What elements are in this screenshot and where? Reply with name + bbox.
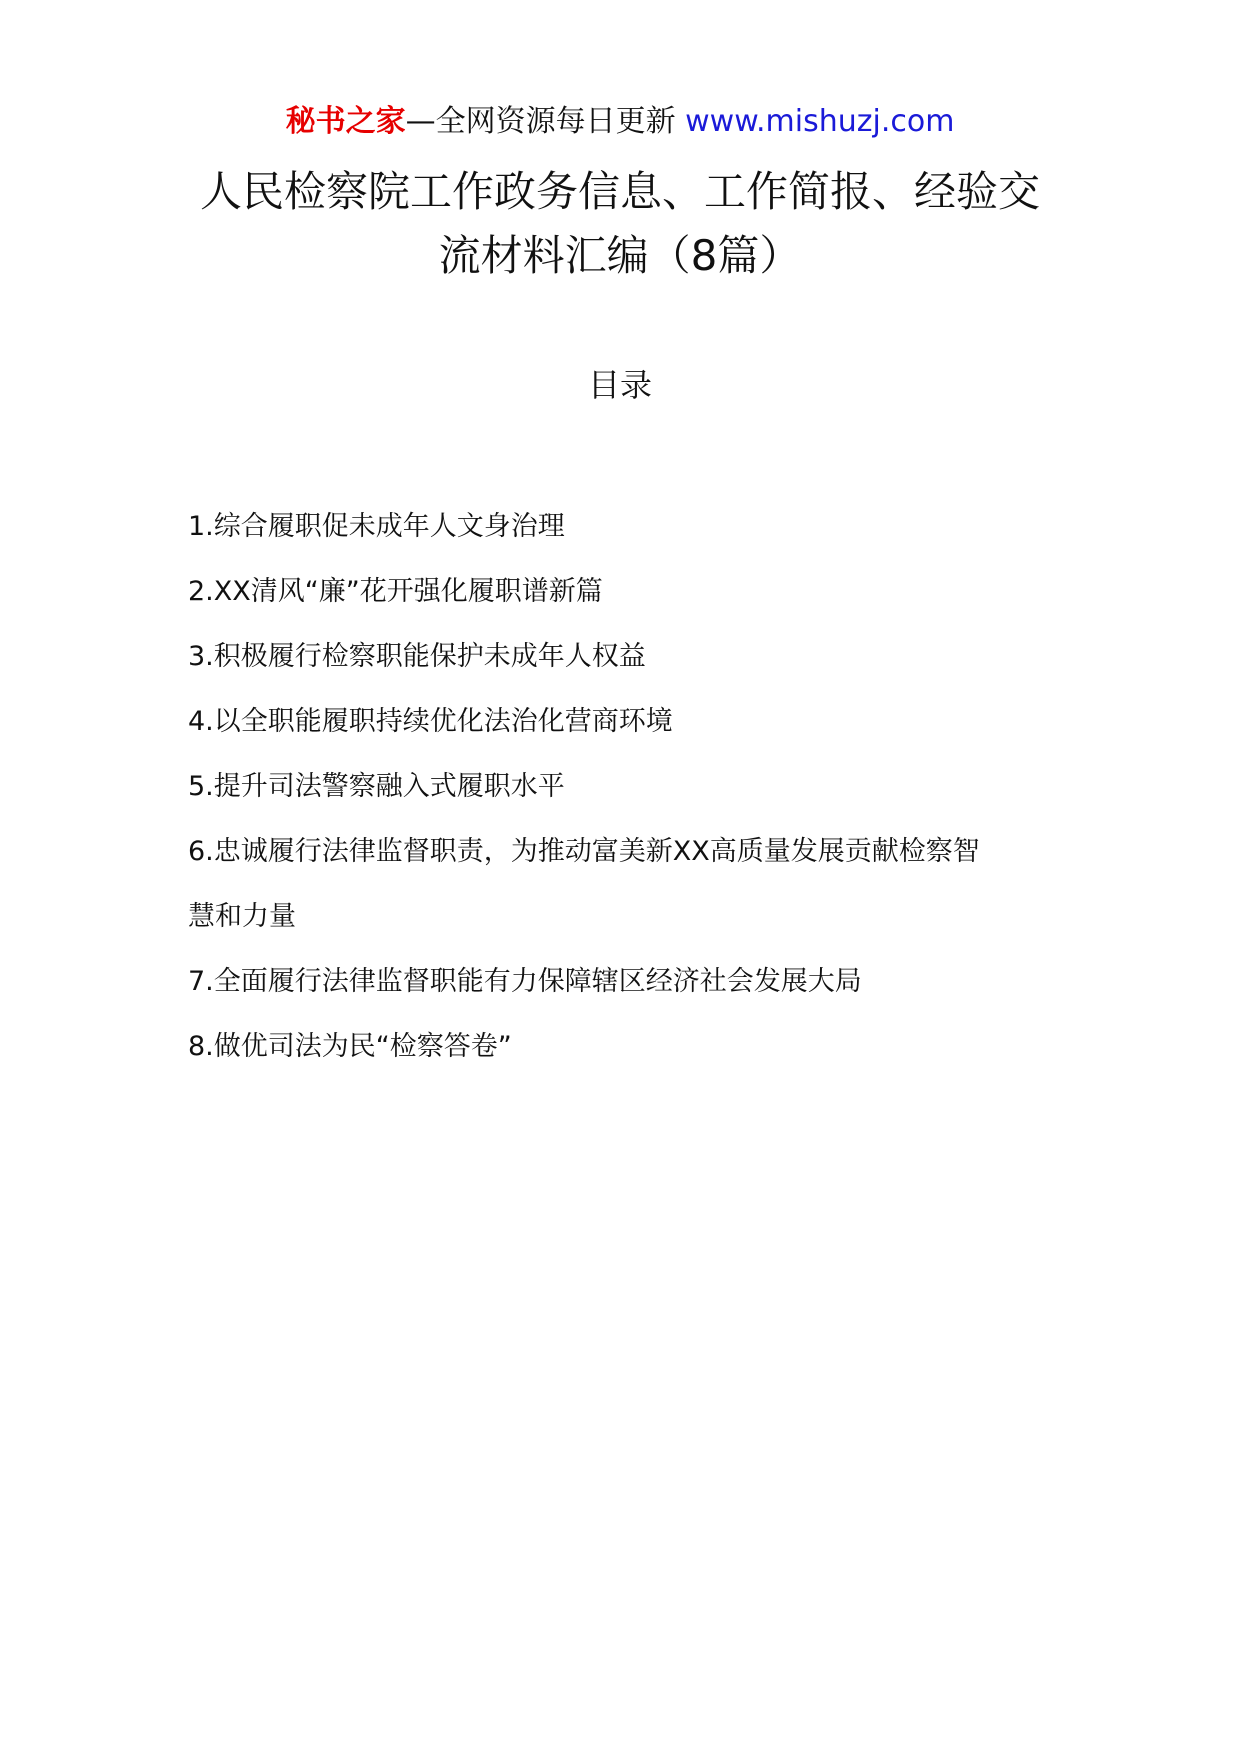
title-line-2: 流材料汇编（8篇）: [438, 231, 802, 280]
brand-name: 秘书之家: [285, 104, 406, 139]
table-of-contents: [188, 494, 1058, 1079]
toc-heading: 目录: [587, 366, 652, 404]
header-banner: [0, 100, 1240, 144]
title-line-1: 人民检察院工作政务信息、工作简报、经验交: [199, 167, 1040, 216]
document-title: [0, 160, 1240, 288]
banner-slogan: —全网资源每日更新: [405, 104, 676, 139]
toc-item-continuation: 慧和力量: [188, 901, 296, 932]
toc-item: 7.全面履行法律监督职能有力保障辖区经济社会发展大局: [188, 966, 862, 997]
site-url-link[interactable]: www.mishuzj.com: [685, 104, 955, 139]
toc-item: 8.做优司法为民“检察答卷”: [188, 1031, 512, 1062]
toc-item: 3.积极履行检察职能保护未成年人权益: [188, 641, 646, 672]
toc-item: 1.综合履职促未成年人文身治理: [188, 511, 565, 542]
toc-item: 6.忠诚履行法律监督职责，为推动富美新XX高质量发展贡献检察智: [188, 836, 980, 867]
toc-item: 4.以全职能履职持续优化法治化营商环境: [188, 706, 673, 737]
toc-item: 2.XX清风“廉”花开强化履职谱新篇: [188, 576, 603, 607]
toc-item: 5.提升司法警察融入式履职水平: [188, 771, 565, 802]
